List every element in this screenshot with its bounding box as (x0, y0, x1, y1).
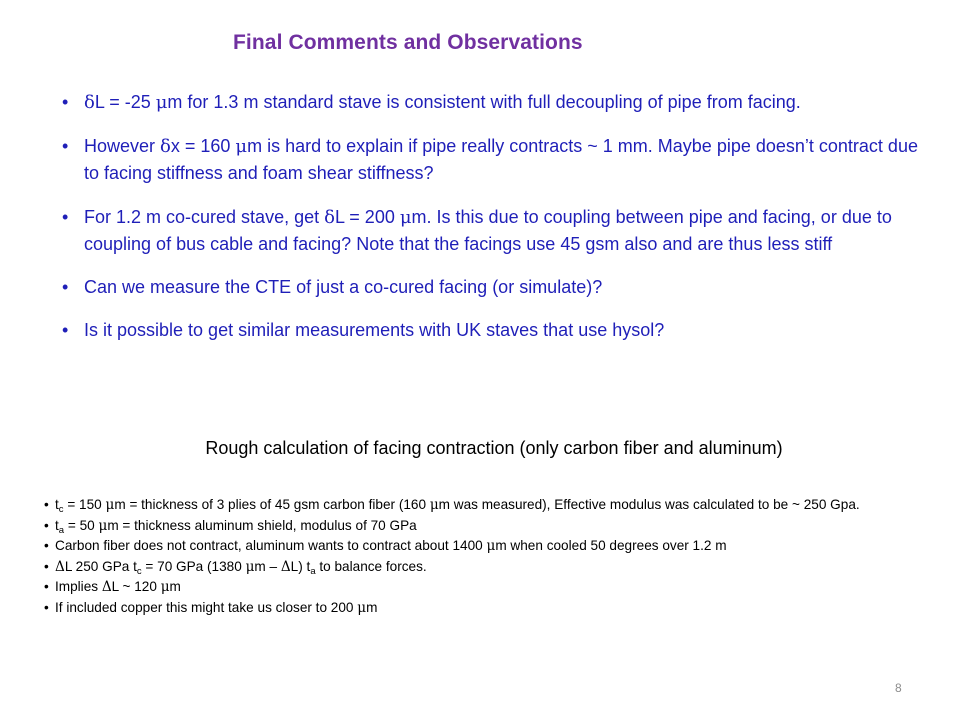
calc-item-implies: • Implies ΔL ~ 120 μm (44, 577, 944, 598)
observation-item: • Can we measure the CTE of just a co-cured facing (or simulate)? (62, 274, 922, 301)
observations-list (62, 89, 922, 344)
calculation-heading: Rough calculation of facing contraction (only carbon fiber and aluminum) (205, 438, 783, 458)
calc-item-force-balance: • ΔL 250 GPa $t_c = 70$ GPa (1380 μm – ΔL) $t_a$ to balance forces. (44, 557, 944, 578)
calc-item-copper: • If included copper this might take us closer to 200 μm (44, 598, 944, 619)
observation-item: • δL = -25 μm for 1.3 m standard stave is consistent with full decoupling of pipe from facing. (62, 89, 922, 116)
observation-item: • For 1.2 m co-cured stave, get δL = 200 μm. Is this due to coupling between pipe and facing, or due to coupling of bus cable and facing? Note that the facings use 45 gsm also and are thus less stiff (62, 204, 922, 258)
slide-title: Final Comments and Observations (233, 31, 583, 54)
observation-item: • However δx = 160 μm is hard to explain if pipe really contracts ~ 1 mm. Maybe pipe doesn’t contract due to facing stiffness and foam shear stiffness? (62, 133, 922, 187)
page-number: 8 (895, 681, 902, 695)
calc-item-carbon-thickness: • $t_c = 150$ μm = thickness of 3 plies of 45 gsm carbon fiber (160 μm was measured), Effective modulus was calculated to be ~ 250 Gpa. (44, 495, 944, 516)
calculation-list (44, 495, 944, 618)
observation-item: • Is it possible to get similar measurements with UK staves that use hysol? (62, 317, 922, 344)
calc-item-contraction: • Carbon fiber does not contract, aluminum wants to contract about 1400 μm when cooled 50 degrees over 1.2 m (44, 536, 944, 557)
calc-item-aluminum-thickness: • $t_a = 50$ μm = thickness aluminum shield, modulus of 70 GPa (44, 516, 944, 537)
